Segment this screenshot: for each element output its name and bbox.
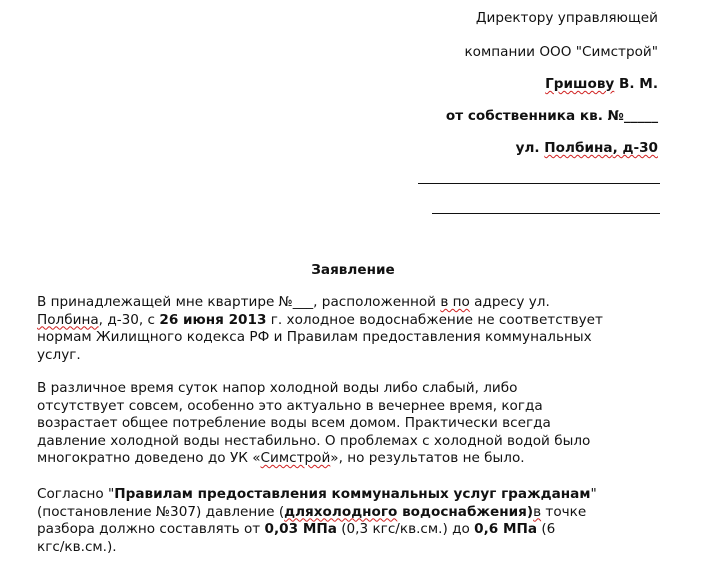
paragraph-3 (37, 486, 677, 556)
p2-text-a: многократно доведено до УК « (37, 450, 261, 466)
p2-line4: давление холодной воды нестабильно. О проблемах с холодной водой было (37, 432, 591, 449)
paragraph-1 (37, 294, 677, 364)
p3-paren: ) (526, 503, 534, 520)
p3-text-i: точке (541, 503, 587, 520)
p3-line3 (37, 521, 555, 537)
p3-text-j: разбора должно составлять от (37, 521, 265, 537)
p1-text-e: , д-30, с (98, 311, 160, 328)
p1-text-b: в по (440, 294, 470, 310)
p3-min-pressure: 0,03 МПа (264, 521, 337, 537)
p3-text-n: (6 (537, 521, 556, 537)
p3-cold-text: дляхолодного (284, 503, 398, 520)
p1-text-g: г. холодное водоснабжение не соответствует (266, 311, 603, 328)
p3-line1 (37, 486, 597, 502)
p2-line5 (37, 450, 525, 466)
p1-line1 (37, 294, 550, 310)
signature-line-2 (432, 213, 660, 214)
p3-text-l: (0,3 кгс/кв.см.) до (336, 521, 475, 537)
addressee-position: Директору управляющей (475, 10, 658, 26)
p3-line2 (37, 504, 586, 520)
p1-line4: услуг. (37, 346, 81, 363)
p1-line2 (37, 312, 603, 328)
p1-text-a: В принадлежащей мне квартире №___, расположенной (37, 294, 441, 310)
p2-line2: отсутствует совсем, особенно это актуально в вечернее время, когда (37, 397, 543, 414)
p2-text-c: », но результатов не было. (330, 450, 525, 466)
addressee-name (545, 76, 658, 92)
addressee-initials: В. М. (614, 76, 658, 92)
p3-rules-title: Правилам предоставления коммунальных услуг гражданам (114, 486, 591, 502)
sender-address (516, 140, 658, 156)
p1-street: Полбина (37, 311, 99, 328)
p3-text-c: " (590, 486, 597, 502)
signature-line-1 (418, 183, 660, 184)
p3-text-a: Согласно " (37, 486, 115, 502)
p3-max-pressure: 0,6 МПа (474, 521, 538, 537)
addressee-company: компании ООО "Симстрой" (464, 44, 658, 60)
document-title: Заявление (311, 262, 395, 278)
p3-line4: кгс/кв.см.). (37, 538, 117, 555)
p2-line3: возрастает общее потребление воды всем домом. Практически всегда (37, 415, 551, 431)
p1-line3: нормам Жилищного кодекса РФ и Правилам предоставления коммунальных (37, 329, 592, 345)
p3-text-d: (постановление №307) давление ( (37, 503, 285, 520)
sender-street-prefix: ул. (515, 140, 545, 156)
p3-water-supply: водоснабжения (397, 503, 527, 520)
p1-date: 26 июня 2013 (159, 311, 267, 328)
p1-text-c: адресу ул. (469, 294, 550, 310)
sender-street-name: Полбина (544, 140, 613, 156)
paragraph-2 (37, 380, 677, 468)
addressee-surname: Гришову (545, 76, 615, 92)
p2-company: Симстрой (260, 450, 331, 466)
sender-house-number: , д-30 (612, 140, 658, 156)
p3-text-h: в (533, 503, 542, 520)
p2-line1: В различное время суток напор холодной воды либо слабый, либо (37, 380, 518, 396)
sender-apartment: от собственника кв. №_____ (445, 108, 658, 124)
